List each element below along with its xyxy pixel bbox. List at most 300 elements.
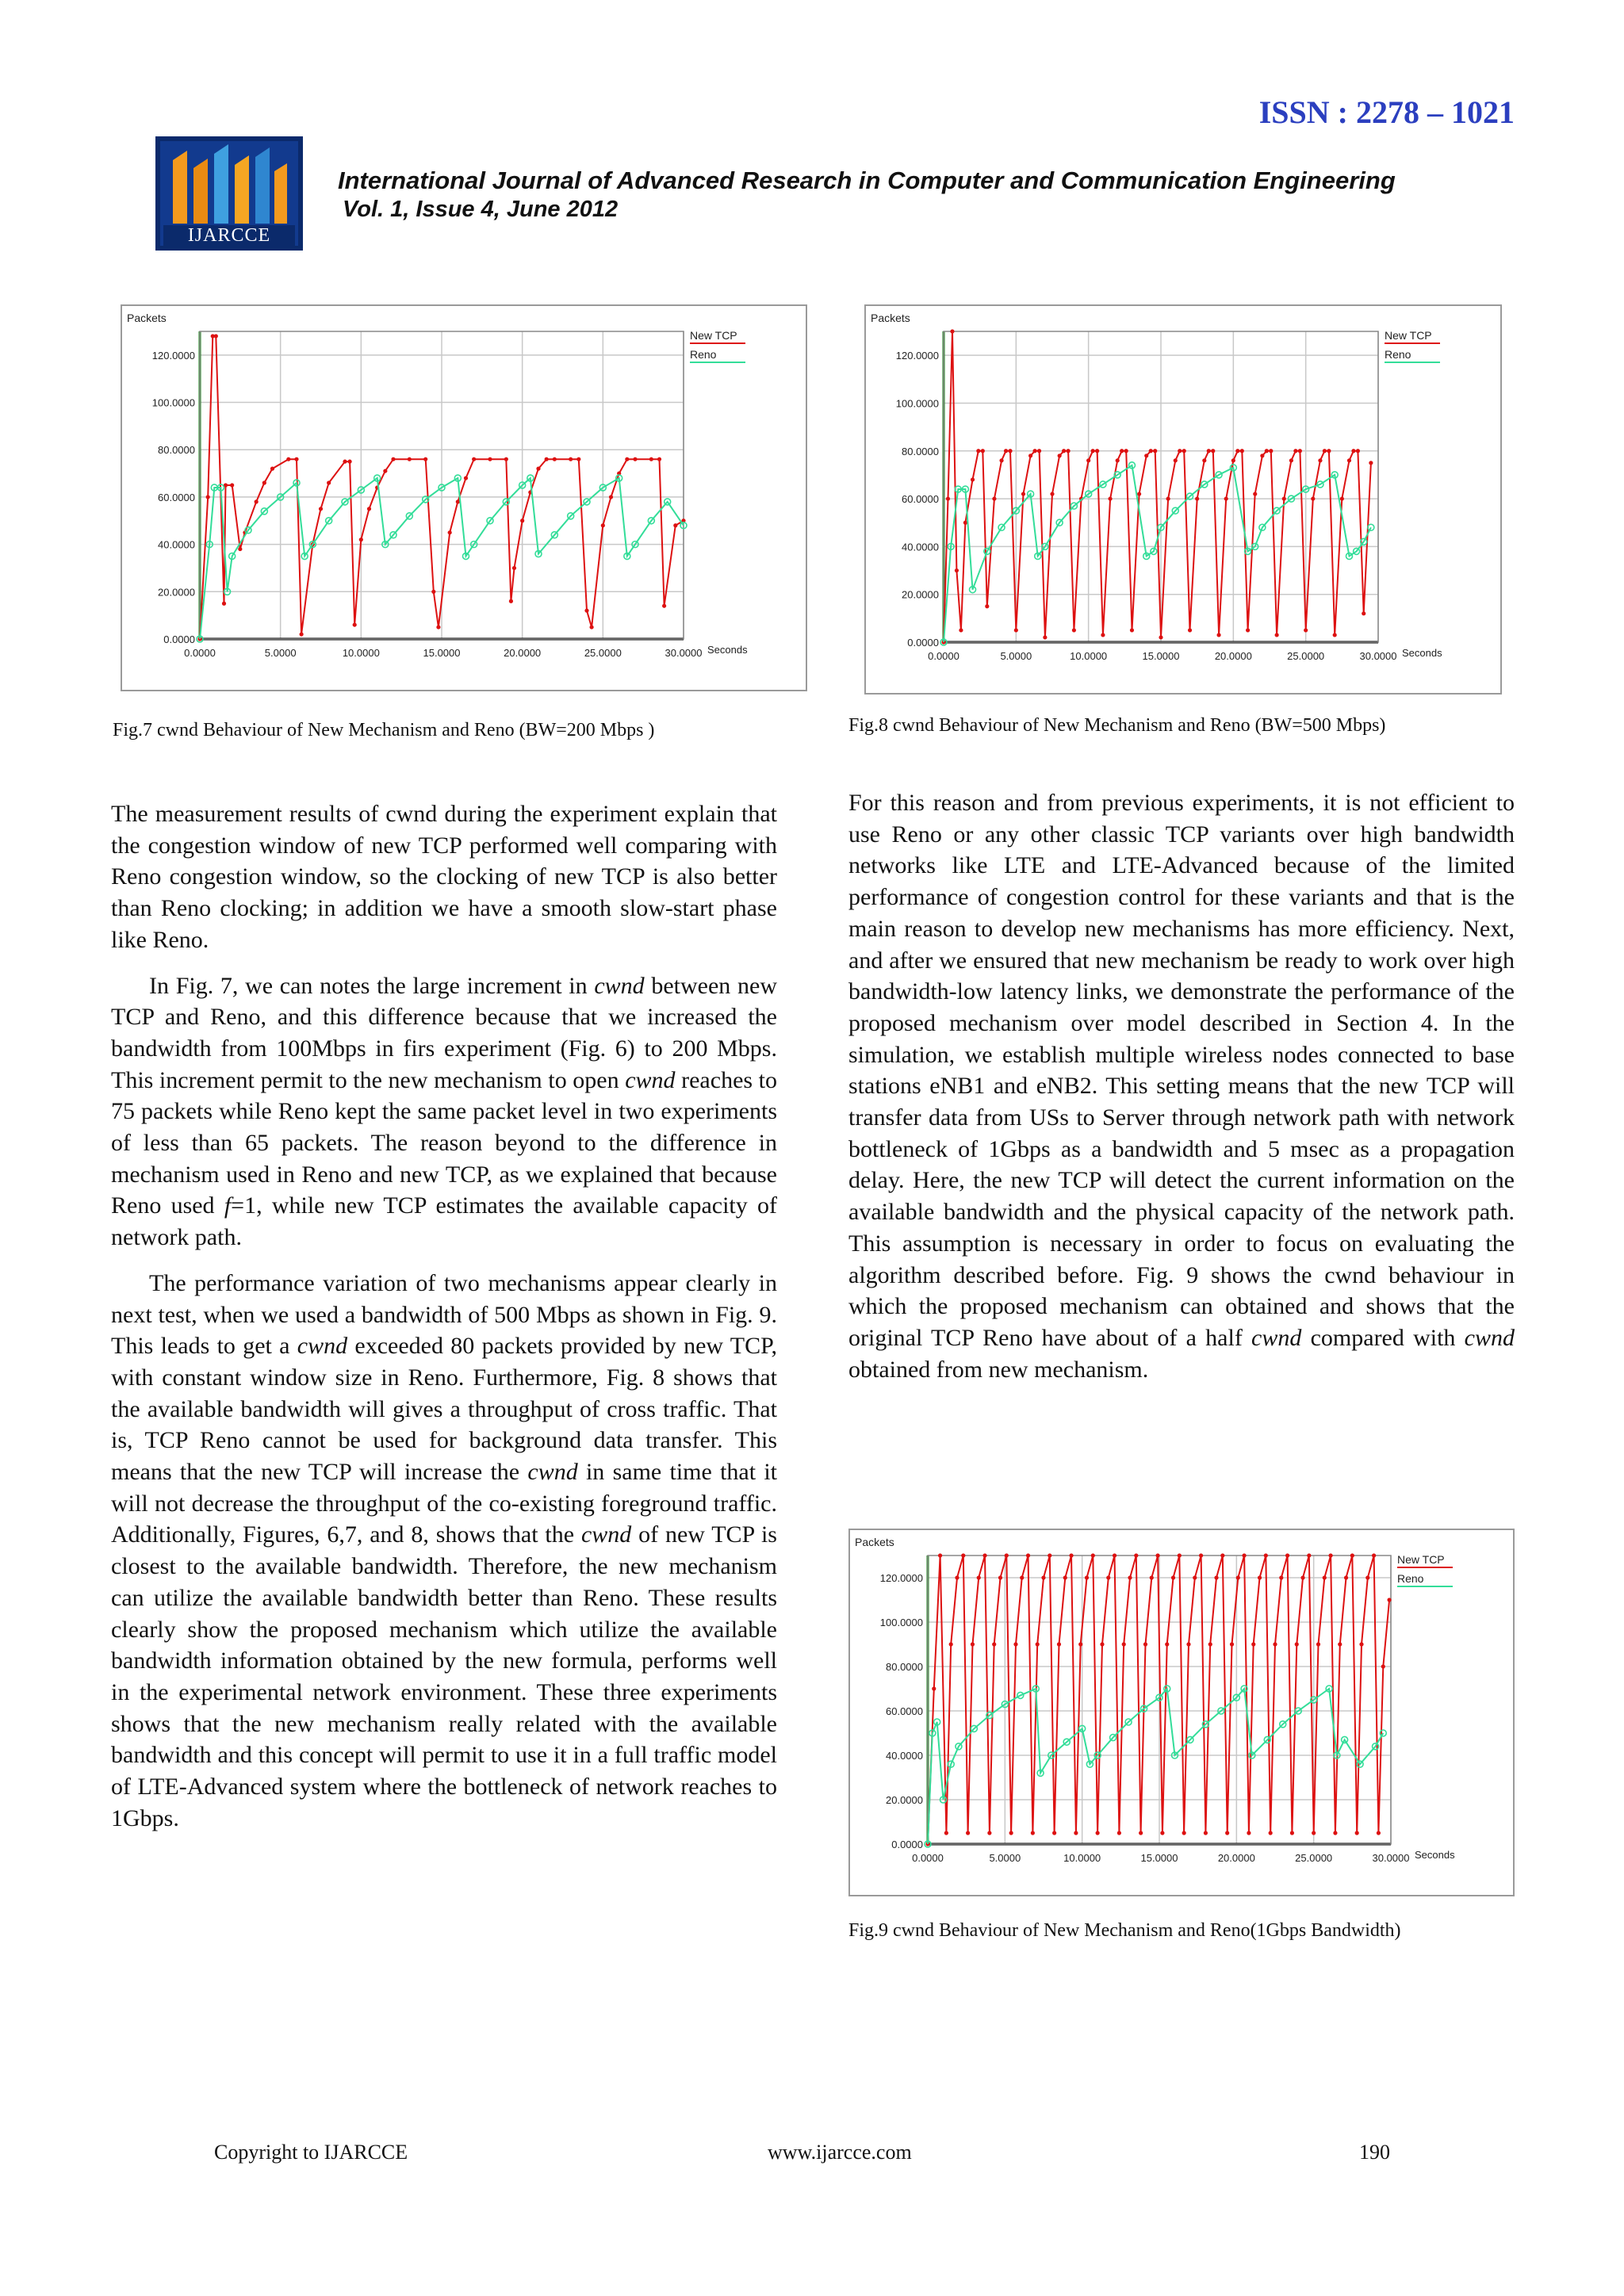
data-point: [1350, 1553, 1354, 1557]
data-point: [1178, 1553, 1182, 1557]
data-point: [1312, 1831, 1316, 1835]
data-point: [1304, 628, 1308, 632]
data-point: [662, 604, 666, 608]
data-point: [436, 625, 440, 629]
data-point: [1362, 611, 1365, 615]
data-point: [1269, 1831, 1273, 1835]
data-point: [657, 457, 661, 461]
figure-7-caption: Fig.7 cwnd Behaviour of New Mechanism and Reno (BW=200 Mbps ): [113, 720, 655, 740]
data-point: [946, 496, 950, 500]
data-point: [1009, 1831, 1013, 1835]
data-point: [1085, 1575, 1089, 1579]
data-point: [1220, 1553, 1224, 1557]
data-point: [327, 480, 331, 484]
legend-entry: New TCP: [690, 329, 737, 342]
right-column: [848, 787, 1515, 1399]
data-point: [1036, 1642, 1040, 1646]
data-point: [961, 1553, 965, 1557]
data-point: [1246, 628, 1250, 632]
x-tick-label: 25.0000: [1287, 650, 1325, 662]
y-tick-label: 20.0000: [886, 1794, 923, 1806]
data-point: [488, 457, 492, 461]
x-tick-label: 20.0000: [1217, 1852, 1255, 1864]
data-point: [1258, 1575, 1262, 1579]
data-point: [222, 602, 226, 606]
data-point: [553, 457, 557, 461]
data-point: [1275, 633, 1279, 637]
text-span: between new TCP and Reno, and this difference because that we increased the bandwidth from 100Mbps in firs experiment (Fig. 6) to 200 Mbps. This increment permit to the new mechanism to open: [111, 972, 777, 1093]
journal-volume: Vol. 1, Issue 4, June 2012: [343, 197, 619, 222]
figure-8-caption: Fig.8 cwnd Behaviour of New Mechanism and Reno (BW=500 Mbps): [848, 715, 1386, 736]
data-point: [1356, 449, 1360, 453]
issn-label: ISSN : 2278 – 1021: [1258, 94, 1515, 130]
data-point: [1014, 628, 1018, 632]
data-point: [1124, 449, 1128, 453]
data-point: [286, 457, 290, 461]
data-point: [1316, 1642, 1320, 1646]
data-point: [1235, 449, 1239, 453]
legend-entry: New TCP: [1385, 329, 1432, 342]
right-paragraph-1: [848, 787, 1515, 1385]
data-point: [1057, 1642, 1061, 1646]
italic-term: cwnd: [1464, 1324, 1515, 1351]
y-tick-label: 0.0000: [891, 1839, 923, 1850]
y-tick-label: 100.0000: [895, 397, 939, 410]
data-point: [977, 1575, 981, 1579]
y-tick-label: 120.0000: [895, 350, 939, 362]
data-point: [1086, 458, 1090, 462]
data-point: [1069, 1553, 1073, 1557]
data-point: [1159, 635, 1162, 639]
text-span: In Fig. 7, we can notes the large increment in: [149, 972, 595, 999]
data-point: [1311, 496, 1315, 500]
data-point: [262, 480, 266, 484]
fig7-svg: [121, 304, 807, 691]
data-point: [1264, 1553, 1268, 1557]
data-point: [1166, 496, 1170, 500]
data-point: [1273, 1642, 1277, 1646]
footer-copyright: Copyright to IJARCCE: [214, 2141, 408, 2164]
data-point: [214, 334, 218, 338]
data-point: [1100, 1642, 1104, 1646]
x-tick-label: 25.0000: [584, 647, 622, 659]
data-point: [981, 449, 985, 453]
journal-title: International Journal of Advanced Research in Computer and Communication Engineering: [338, 166, 1396, 194]
legend-entry: Reno: [690, 348, 717, 361]
data-point: [569, 457, 573, 461]
data-point: [1137, 492, 1141, 496]
data-point: [1091, 1553, 1095, 1557]
text-span: of new TCP is closest to the available bandwidth. Therefore, the new mechanism can utilize the available bandwidth better than Reno. These results clearly show the proposed mechanism which utilize the available bandwidth information obtained by the new formula, performs well in the experimental network environment. These three experiments shows that the new mechanism really related with the available bandwidth and this concept will permit to use it in a full traffic model of LTE-Advanced system where the bottleneck of network reaches to 1Gbps.: [111, 1521, 777, 1831]
data-point: [294, 457, 298, 461]
data-point: [998, 1575, 1002, 1579]
x-tick-label: 15.0000: [1142, 650, 1180, 662]
x-tick-label: 10.0000: [1063, 1852, 1101, 1864]
x-tick-label: 10.0000: [342, 647, 380, 659]
data-point: [1130, 628, 1134, 632]
data-point: [590, 625, 594, 629]
data-point: [1026, 1553, 1030, 1557]
data-point: [1377, 1831, 1381, 1835]
x-tick-label: 0.0000: [928, 650, 959, 662]
data-point: [971, 477, 975, 481]
fig8-svg: [864, 304, 1502, 695]
data-point: [367, 507, 371, 511]
x-axis-label: Seconds: [1415, 1849, 1455, 1861]
text-span: For this reason and from previous experiments, it is not efficient to use Reno or any other classic TCP variants over high bandwidth networks like LTE and LTE-Advanced because of the limited performance of congestion control for these variants and that is the main reason to develop new mechanisms has more efficiency. Next, and after we ensured that new mechanism be ready to work over high bandwidth-low latency links, we demonstrate the performance of the proposed mechanism over model described in Section 4. In the simulation, we establish multiple wireless nodes connected to base stations eNB1 and eNB2. This setting means that the new TCP will transfer data from USs to Server through network path with network bottleneck of 1Gbps as a bandwidth and 5 msec as a propagation delay. Here, the new TCP will detect the current information on the available bandwidth and the physical capacity of the network path. This assumption is necessary in order to focus on evaluating the algorithm described before. Fig. 9 shows the cwnd behaviour in which the proposed mechanism can obtained and shows that the original TCP Reno have about of a half: [848, 790, 1515, 1351]
data-point: [1251, 1642, 1255, 1646]
data-point: [1004, 449, 1008, 453]
data-point: [1240, 449, 1244, 453]
y-tick-label: 40.0000: [158, 538, 195, 551]
data-point: [1199, 1553, 1203, 1557]
y-tick-label: 80.0000: [902, 445, 939, 457]
data-point: [1043, 635, 1047, 639]
x-tick-label: 5.0000: [264, 647, 297, 659]
x-tick-label: 5.0000: [1000, 650, 1032, 662]
data-point: [1165, 1642, 1169, 1646]
data-point: [1260, 453, 1264, 457]
data-point: [1091, 449, 1095, 453]
data-point: [408, 457, 412, 461]
y-tick-label: 120.0000: [151, 349, 195, 362]
data-point: [1182, 1831, 1186, 1835]
italic-term: cwnd: [297, 1333, 348, 1360]
data-point: [1282, 496, 1286, 500]
data-point: [1128, 1575, 1132, 1579]
data-point: [1188, 628, 1192, 632]
data-point: [472, 457, 476, 461]
data-point: [963, 521, 967, 525]
x-tick-label: 0.0000: [912, 1852, 944, 1864]
text-span: exceeded 80 packets provided by new TCP, with constant window size in Reno. Furthermore, Fig. 8 shows that the available bandwidth will gives a throughput of cross traffic. That is, TCP Reno cannot be used for background data transfer. This means that the new TCP will increase the: [111, 1333, 778, 1486]
data-point: [1120, 449, 1124, 453]
data-point: [601, 523, 605, 527]
data-point: [1333, 1831, 1337, 1835]
data-point: [1323, 1575, 1327, 1579]
data-point: [1031, 1831, 1035, 1835]
legend-entry: Reno: [1385, 348, 1411, 361]
data-point: [1186, 1642, 1190, 1646]
data-point: [955, 568, 959, 572]
data-point: [270, 467, 274, 471]
data-point: [1144, 453, 1148, 457]
data-point: [932, 1686, 936, 1690]
data-point: [950, 329, 954, 333]
data-point: [1078, 1642, 1082, 1646]
data-point: [992, 1642, 996, 1646]
data-point: [1139, 1831, 1143, 1835]
data-point: [625, 457, 629, 461]
data-point: [1253, 492, 1257, 496]
text-span: compared with: [1301, 1324, 1465, 1351]
data-point: [1340, 496, 1344, 500]
data-point: [1372, 1553, 1376, 1557]
y-axis-label: Packets: [127, 312, 167, 324]
data-point: [206, 495, 210, 499]
figure-8-chart: [864, 304, 1502, 695]
data-point: [959, 628, 963, 632]
data-point: [255, 499, 259, 503]
data-point: [1269, 449, 1273, 453]
left-paragraph-2: [111, 970, 777, 1253]
chart-frame: [865, 305, 1501, 694]
text-span: obtained from new mechanism.: [848, 1356, 1149, 1383]
data-point: [1021, 492, 1025, 496]
x-tick-label: 0.0000: [184, 647, 216, 659]
data-point: [512, 566, 516, 570]
data-point: [955, 1575, 959, 1579]
data-point: [971, 1642, 975, 1646]
figure-7-chart: [121, 304, 807, 691]
x-tick-label: 20.0000: [1214, 650, 1252, 662]
data-point: [348, 460, 352, 464]
data-point: [1063, 1575, 1067, 1579]
y-tick-label: 20.0000: [902, 588, 939, 601]
data-point: [300, 632, 304, 636]
data-point: [1096, 1831, 1100, 1835]
data-point: [1323, 449, 1327, 453]
y-tick-label: 0.0000: [907, 637, 939, 649]
x-axis-label: Seconds: [707, 644, 748, 656]
data-point: [576, 457, 580, 461]
data-point: [1242, 1553, 1246, 1557]
footer-page-number: 190: [1359, 2141, 1390, 2164]
x-tick-label: 30.0000: [665, 647, 703, 659]
data-point: [633, 457, 637, 461]
data-point: [1153, 449, 1157, 453]
legend-entry: New TCP: [1397, 1553, 1445, 1566]
data-point: [1214, 1575, 1218, 1579]
left-paragraph-1-text: The measurement results of cwnd during the experiment explain that the congestion window of new TCP performed well comparing with Reno congestion window, so the clocking of new TCP is also better than Reno clocking; in addition we have a smooth slow-start phase like Reno.: [111, 801, 777, 953]
data-point: [383, 469, 387, 473]
data-point: [1230, 1642, 1234, 1646]
data-point: [238, 547, 242, 551]
y-tick-label: 0.0000: [163, 633, 195, 645]
data-point: [1347, 458, 1351, 462]
data-point: [987, 1831, 991, 1835]
y-axis-label: Packets: [855, 1536, 894, 1548]
x-tick-label: 5.0000: [989, 1852, 1021, 1864]
y-axis-label: Packets: [871, 312, 910, 324]
data-point: [1265, 449, 1269, 453]
left-paragraph-1: [111, 798, 777, 956]
data-point: [509, 599, 513, 603]
data-point: [1381, 1664, 1385, 1668]
x-tick-label: 20.0000: [504, 647, 542, 659]
data-point: [1195, 496, 1199, 500]
data-point: [976, 449, 980, 453]
data-point: [949, 1642, 953, 1646]
x-tick-label: 10.0000: [1070, 650, 1108, 662]
data-point: [1295, 1642, 1299, 1646]
x-tick-label: 25.0000: [1295, 1852, 1333, 1864]
data-point: [649, 457, 653, 461]
data-point: [1387, 1598, 1391, 1601]
text-span: in same time that it will not decrease the throughput of the co-existing foreground traffic. Additionally, Figures, 6,7, and 8, shows that the: [111, 1459, 778, 1548]
text-span: =1, while new TCP estimates the available capacity of network path.: [111, 1192, 777, 1251]
figure-9-caption: Fig.9 cwnd Behaviour of New Mechanism and Reno(1Gbps Bandwidth): [848, 1920, 1401, 1941]
data-point: [1062, 449, 1066, 453]
data-point: [1005, 1553, 1009, 1557]
data-point: [1095, 449, 1099, 453]
data-point: [536, 467, 540, 471]
y-tick-label: 60.0000: [902, 493, 939, 506]
y-tick-label: 80.0000: [158, 444, 195, 457]
data-point: [423, 457, 427, 461]
data-point: [1020, 1575, 1024, 1579]
data-point: [1333, 633, 1337, 637]
y-tick-label: 80.0000: [886, 1661, 923, 1673]
data-point: [1101, 633, 1105, 637]
data-point: [1351, 449, 1355, 453]
italic-term: cwnd: [1251, 1324, 1302, 1351]
data-point: [1216, 633, 1220, 637]
y-tick-label: 100.0000: [151, 396, 195, 409]
data-point: [520, 519, 524, 522]
x-tick-label: 30.0000: [1359, 650, 1397, 662]
data-point: [966, 1831, 970, 1835]
data-point: [1279, 1575, 1283, 1579]
data-point: [1171, 1575, 1175, 1579]
data-point: [999, 458, 1003, 462]
italic-term: cwnd: [580, 1521, 632, 1548]
data-point: [1072, 628, 1076, 632]
data-point: [1202, 458, 1206, 462]
data-point: [1113, 1553, 1116, 1557]
data-point: [1225, 1831, 1229, 1835]
data-point: [1247, 1831, 1251, 1835]
data-point: [1013, 1642, 1017, 1646]
data-point: [1116, 458, 1120, 462]
italic-term: f: [224, 1192, 232, 1219]
y-tick-label: 40.0000: [902, 541, 939, 553]
fig9-svg: [848, 1529, 1515, 1896]
data-point: [1150, 1575, 1154, 1579]
data-point: [985, 604, 989, 608]
data-point: [353, 622, 357, 626]
data-point: [1066, 449, 1070, 453]
data-point: [1328, 1553, 1332, 1557]
x-tick-label: 15.0000: [1140, 1852, 1178, 1864]
data-point: [343, 460, 347, 464]
legend-entry: Reno: [1397, 1572, 1424, 1585]
x-tick-label: 30.0000: [1372, 1852, 1410, 1864]
data-point: [584, 609, 588, 613]
data-point: [992, 496, 996, 500]
data-point: [464, 476, 468, 480]
data-point: [1307, 1553, 1311, 1557]
data-point: [1204, 1831, 1208, 1835]
data-point: [1208, 1642, 1212, 1646]
y-tick-label: 100.0000: [879, 1617, 923, 1628]
data-point: [1224, 496, 1228, 500]
y-tick-label: 60.0000: [886, 1705, 923, 1717]
data-point: [1182, 449, 1186, 453]
text-span: The performance variation of two mechanisms appear clearly in next test, when we used a bandwidth of 500 Mbps as shown in Fig. 9. This leads to get a: [111, 1269, 777, 1360]
data-point: [230, 483, 234, 487]
data-point: [1108, 496, 1112, 500]
data-point: [1355, 1831, 1359, 1835]
data-point: [1344, 1575, 1348, 1579]
figure-9-chart: [848, 1529, 1515, 1896]
data-point: [1032, 449, 1036, 453]
data-point: [1178, 449, 1182, 453]
text-span: reaches to 75 packets while Reno kept the same packet level in two experiments of less than 65 packets. The reason beyond to the difference in mechanism used in Reno and new TCP, as we explained that because Reno used: [111, 1066, 777, 1219]
data-point: [1327, 449, 1331, 453]
data-point: [1290, 1831, 1294, 1835]
data-point: [1106, 1575, 1110, 1579]
data-point: [1008, 449, 1012, 453]
data-point: [1143, 1642, 1147, 1646]
data-point: [982, 1553, 986, 1557]
data-point: [1117, 1831, 1121, 1835]
data-point: [1318, 458, 1322, 462]
data-point: [609, 495, 613, 499]
italic-term: cwnd: [625, 1066, 676, 1093]
left-column: [111, 798, 777, 1849]
data-point: [1359, 1642, 1363, 1646]
data-point: [1365, 1575, 1369, 1579]
data-point: [1174, 458, 1178, 462]
data-point: [1155, 1553, 1159, 1557]
data-point: [1207, 449, 1211, 453]
data-point: [448, 530, 452, 534]
left-paragraph-3: [111, 1268, 777, 1835]
data-point: [391, 457, 395, 461]
data-point: [1050, 492, 1054, 496]
data-point: [1300, 1575, 1304, 1579]
data-point: [319, 507, 323, 511]
italic-term: cwnd: [594, 972, 645, 999]
italic-term: cwnd: [527, 1459, 578, 1486]
y-tick-label: 120.0000: [879, 1572, 923, 1584]
footer-website: www.ijarcce.com: [768, 2141, 912, 2164]
data-point: [504, 457, 508, 461]
data-point: [1338, 1642, 1342, 1646]
data-point: [1193, 1575, 1197, 1579]
logo-text: IJARCCE: [187, 225, 271, 246]
y-tick-label: 40.0000: [886, 1750, 923, 1762]
journal-logo: [155, 136, 303, 251]
data-point: [944, 1831, 948, 1835]
data-point: [1052, 1831, 1056, 1835]
data-point: [1231, 458, 1235, 462]
data-point: [1293, 449, 1297, 453]
data-point: [1041, 1575, 1045, 1579]
data-point: [1369, 461, 1373, 465]
data-point: [1285, 1553, 1289, 1557]
data-point: [1134, 1553, 1138, 1557]
data-point: [456, 499, 460, 503]
y-tick-label: 60.0000: [158, 491, 195, 503]
x-axis-label: Seconds: [1402, 647, 1442, 659]
data-point: [545, 457, 549, 461]
data-point: [1048, 1553, 1051, 1557]
data-point: [673, 523, 677, 527]
data-point: [1298, 449, 1302, 453]
x-tick-label: 15.0000: [423, 647, 461, 659]
data-point: [1058, 453, 1062, 457]
data-point: [1160, 1831, 1164, 1835]
data-point: [1149, 449, 1153, 453]
data-point: [431, 590, 435, 594]
y-tick-label: 20.0000: [158, 586, 195, 599]
data-point: [1028, 453, 1032, 457]
data-point: [359, 538, 363, 541]
data-point: [1037, 449, 1041, 453]
data-point: [1289, 458, 1293, 462]
